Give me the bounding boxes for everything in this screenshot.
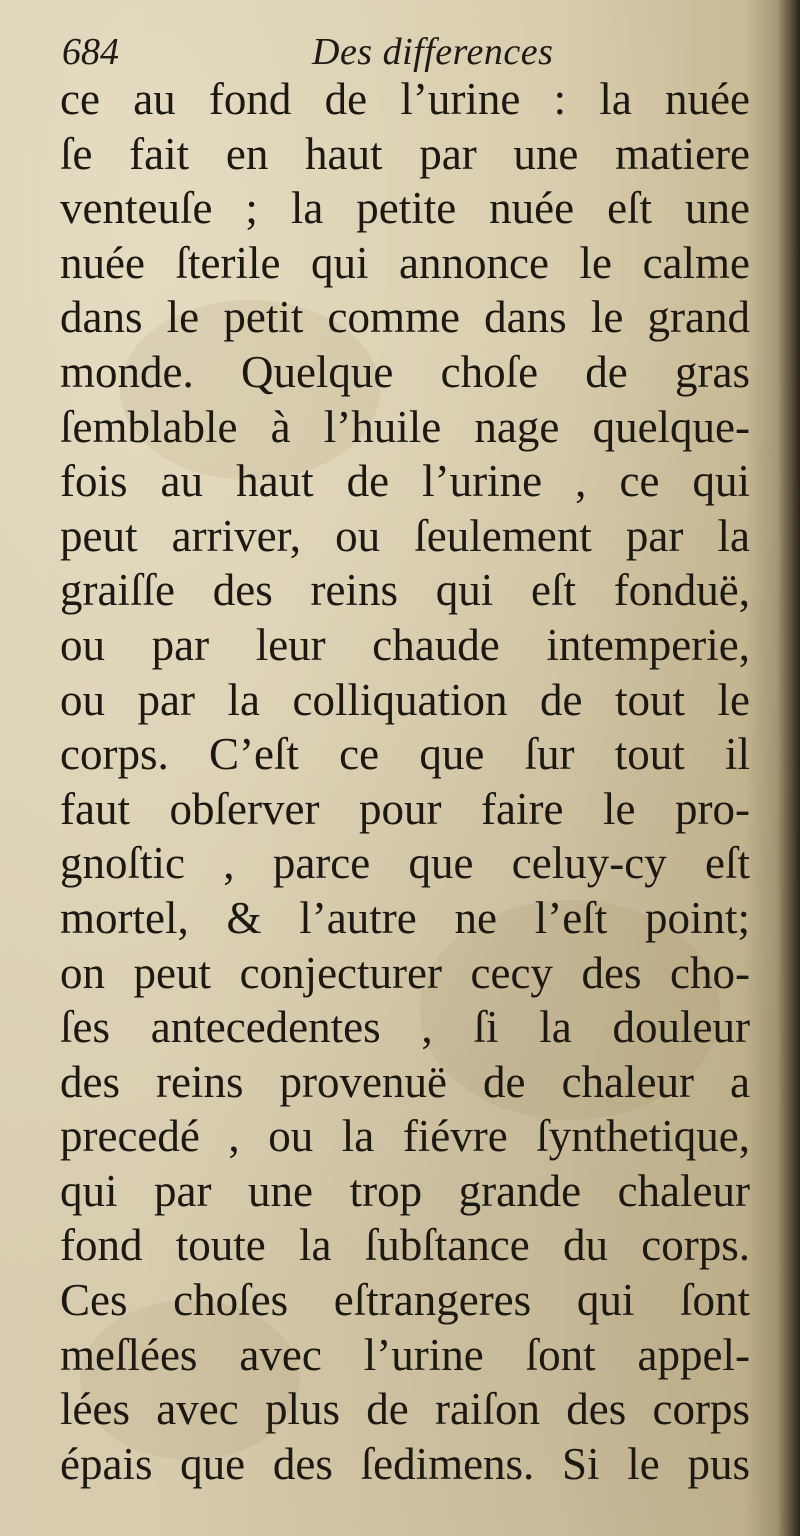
page-number: 684: [62, 31, 119, 73]
text-line: faut obſerver pour faire le pro-: [60, 783, 750, 834]
text-line: lées avec plus de raiſon des corps: [60, 1384, 750, 1435]
text-line: gnoſtic , parce que celuy-cy eſt: [60, 838, 750, 889]
text-line: ſemblable à l’huile nage quelque-: [60, 401, 750, 452]
text-line: Ces choſes eſtrangeres qui ſont: [60, 1275, 750, 1326]
text-line: ſe fait en haut par une matiere: [60, 128, 750, 179]
page-edge-shadow: [778, 0, 800, 1536]
text-line: nuée ſterile qui annonce le calme: [60, 237, 750, 288]
page-header: [62, 24, 752, 76]
text-line: ce au fond de l’urine : la nuée: [60, 74, 750, 124]
running-head: Des differences: [312, 31, 554, 73]
text-line: graiſſe des reins qui eſt fonduë,: [60, 565, 750, 616]
text-line: ſes antecedentes , ſi la douleur: [60, 1002, 750, 1053]
text-line: on peut conjecturer cecy des cho-: [60, 947, 750, 998]
text-line: qui par une trop grande chaleur: [60, 1165, 750, 1216]
text-line: ou par la colliquation de tout le: [60, 674, 750, 725]
text-line: fond toute la ſubſtance du corps.: [60, 1220, 750, 1271]
text-line: venteuſe ; la petite nuée eſt une: [60, 183, 750, 234]
body-text: [60, 72, 750, 1491]
text-line: dans le petit comme dans le grand: [60, 292, 750, 343]
text-line: des reins provenuë de chaleur a: [60, 1056, 750, 1107]
text-line: corps. C’eſt ce que ſur tout il: [60, 729, 750, 780]
text-line: meſlées avec l’urine ſont appel-: [60, 1329, 750, 1380]
text-line: épais que des ſedimens. Si le pus: [60, 1438, 750, 1489]
text-line: peut arriver, ou ſeulement par la: [60, 510, 750, 561]
text-line: precedé , ou la fiévre ſynthetique,: [60, 1111, 750, 1162]
text-line: ou par leur chaude intemperie,: [60, 619, 750, 670]
text-line: fois au haut de l’urine , ce qui: [60, 456, 750, 507]
text-line: monde. Quelque choſe de gras: [60, 346, 750, 397]
text-line: mortel, & l’autre ne l’eſt point;: [60, 892, 750, 943]
